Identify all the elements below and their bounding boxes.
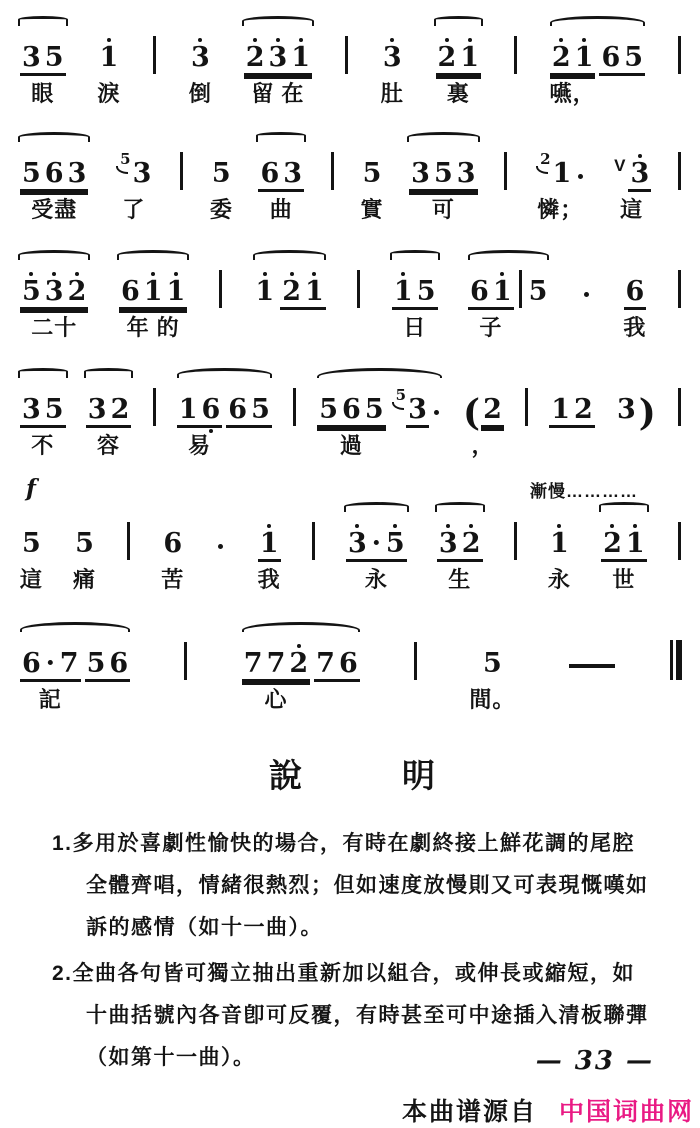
lyric: 淚 bbox=[97, 81, 121, 106]
note-digits: 3 bbox=[381, 38, 404, 76]
bar-line bbox=[678, 152, 681, 190]
lyric: 年 的 bbox=[126, 315, 180, 340]
bar-line bbox=[678, 270, 681, 308]
score-column bbox=[622, 250, 649, 344]
slur-icon bbox=[256, 132, 306, 142]
bar-line bbox=[184, 642, 187, 680]
note-digits: 6 · 7 bbox=[20, 644, 81, 682]
bar-line bbox=[180, 152, 183, 190]
score-column bbox=[597, 16, 647, 110]
lyric: 生 bbox=[448, 567, 472, 592]
score-column bbox=[208, 132, 235, 226]
grace-note: 5 bbox=[116, 153, 130, 174]
score-column bbox=[469, 622, 515, 716]
score-column bbox=[159, 502, 186, 596]
slur-icon bbox=[18, 368, 68, 378]
note-digits: 1 2 bbox=[549, 390, 595, 428]
lyric: 肚 bbox=[380, 81, 404, 106]
note-digits: 5 6 bbox=[85, 644, 131, 682]
score-column bbox=[84, 368, 134, 462]
lyric: 我 bbox=[257, 567, 281, 592]
note-group bbox=[20, 132, 88, 192]
note-digits: 6 5 bbox=[599, 38, 645, 76]
note-digits: 3 bbox=[189, 38, 212, 76]
lyric: 眼 bbox=[31, 81, 55, 106]
note-digits: 5 bbox=[362, 158, 382, 189]
score-column bbox=[216, 270, 225, 344]
lyric: 二十 bbox=[31, 315, 78, 340]
score-column bbox=[546, 502, 573, 596]
lyric: 永 bbox=[547, 567, 571, 592]
score-column bbox=[256, 502, 283, 596]
score-column bbox=[548, 16, 647, 110]
note-digits: 5 bbox=[528, 276, 548, 307]
note-group bbox=[548, 502, 571, 562]
slur-icon bbox=[344, 502, 409, 512]
score-column bbox=[466, 250, 516, 344]
slur-icon bbox=[390, 250, 440, 260]
score-column bbox=[578, 292, 595, 344]
note-digits: 7 7 2 bbox=[242, 644, 310, 682]
score-column bbox=[18, 132, 90, 226]
close-paren: ) bbox=[638, 392, 656, 434]
note-digits: 1 bbox=[548, 524, 571, 562]
augmentation-dot-icon bbox=[434, 410, 439, 415]
score-column bbox=[251, 250, 327, 344]
score-column bbox=[240, 622, 362, 716]
lyric: 留 在 bbox=[251, 81, 305, 106]
note-group bbox=[258, 502, 281, 562]
score-column bbox=[242, 16, 314, 110]
lyric: 實 bbox=[360, 197, 384, 222]
score-line-2 bbox=[12, 132, 690, 226]
lyric: 日 bbox=[403, 315, 427, 340]
score-column bbox=[18, 368, 68, 462]
lyric: 永 bbox=[364, 567, 388, 592]
bar-line bbox=[678, 522, 681, 560]
score-column bbox=[434, 16, 484, 110]
note-digits: 1 5 bbox=[392, 272, 438, 310]
score-column bbox=[675, 522, 684, 596]
augmentation-dot-icon bbox=[218, 544, 223, 549]
open-paren: ( bbox=[463, 392, 481, 434]
note-digits: 3 5 bbox=[20, 38, 66, 76]
score-column bbox=[675, 270, 684, 344]
note-digits: 3 5 3 bbox=[409, 154, 477, 192]
score-column bbox=[610, 132, 653, 226]
score-column bbox=[511, 522, 520, 596]
note-digits: 2 bbox=[481, 390, 504, 428]
score-line-6 bbox=[12, 622, 690, 716]
note-digits: 5 6 5 bbox=[317, 390, 385, 428]
note-group bbox=[189, 16, 212, 76]
bar-line bbox=[678, 36, 681, 74]
tempo-marking: 漸慢………… bbox=[530, 482, 638, 501]
score-column bbox=[522, 388, 531, 462]
slur-icon bbox=[84, 368, 134, 378]
augmentation-dot-icon bbox=[584, 292, 589, 297]
bar-line bbox=[514, 36, 517, 74]
lyric: 委 bbox=[209, 197, 233, 222]
note-digits: 2 1 bbox=[550, 38, 596, 76]
note-number-2: 2. bbox=[52, 962, 73, 985]
score-column bbox=[501, 152, 510, 226]
score-column bbox=[124, 522, 133, 596]
score-column bbox=[181, 642, 190, 716]
score-column bbox=[175, 368, 274, 462]
lyric: 易 bbox=[187, 433, 211, 458]
slur-group bbox=[18, 622, 132, 716]
bar-line bbox=[293, 388, 296, 426]
slur-icon bbox=[468, 250, 549, 260]
bar-line bbox=[312, 522, 315, 560]
note-group bbox=[86, 368, 132, 428]
bar-line bbox=[153, 388, 156, 426]
score-column bbox=[95, 16, 122, 110]
bar-line bbox=[153, 36, 156, 74]
grace-tie-icon bbox=[116, 166, 128, 174]
score-column bbox=[71, 502, 98, 596]
score-column bbox=[18, 502, 45, 596]
note-group bbox=[244, 16, 312, 76]
note-text-2: 全曲各句皆可獨立抽出重新加以組合，或伸長或縮短，如十曲括號內各音卽可反覆，有時甚至可中途插入清板聯彈（如第十一曲）。 bbox=[72, 962, 649, 1069]
note-digits: 3 bbox=[132, 158, 152, 189]
score-column bbox=[466, 250, 551, 344]
score-column bbox=[344, 502, 409, 596]
score-line-5 bbox=[12, 502, 690, 596]
score-column bbox=[547, 368, 597, 462]
note-digits: 1 bbox=[552, 158, 572, 189]
score-column bbox=[668, 640, 684, 716]
lyric: 世 bbox=[612, 567, 636, 592]
score-column bbox=[548, 16, 598, 110]
score-column bbox=[278, 250, 328, 344]
lyric: 容 bbox=[97, 433, 121, 458]
score-column bbox=[354, 270, 363, 344]
slur-group bbox=[251, 250, 327, 344]
score-column bbox=[532, 132, 588, 226]
slur-icon bbox=[599, 502, 649, 512]
note-group bbox=[20, 16, 66, 76]
lyric: 這 bbox=[620, 197, 644, 222]
lyric: 間。 bbox=[469, 687, 516, 712]
note-digits: 1 bbox=[97, 38, 120, 76]
slur-icon bbox=[253, 250, 325, 260]
score-line-4 bbox=[12, 368, 690, 462]
slur-icon bbox=[242, 622, 360, 632]
low-octave-dot-icon bbox=[209, 429, 213, 433]
score-column bbox=[315, 368, 444, 462]
score-column bbox=[18, 622, 83, 716]
note-digits: 3 · 5 bbox=[346, 524, 407, 562]
note-group bbox=[481, 622, 504, 682]
slur-icon bbox=[317, 368, 442, 378]
note-group bbox=[601, 502, 647, 562]
note-digits: 5 bbox=[75, 528, 94, 559]
score-column bbox=[150, 388, 159, 462]
note-digits: 1 6 bbox=[177, 390, 223, 428]
score-column bbox=[18, 622, 132, 716]
score-column bbox=[251, 250, 278, 344]
note-group bbox=[20, 502, 43, 562]
note-digits: 1 bbox=[253, 272, 276, 310]
lyric: 倒 bbox=[188, 81, 212, 106]
score-column bbox=[511, 36, 520, 110]
lyric: 記 bbox=[38, 687, 62, 712]
notes-title: 說明 bbox=[269, 757, 535, 794]
slur-icon bbox=[242, 16, 314, 26]
note-digits: 2 1 bbox=[436, 38, 482, 76]
note-group bbox=[615, 368, 657, 434]
note-digits: 5 bbox=[482, 648, 502, 679]
credit-prefix: 本曲谱源自 bbox=[401, 1098, 537, 1126]
score-column bbox=[599, 502, 649, 596]
note-number-1: 1. bbox=[52, 832, 73, 855]
slur-icon bbox=[20, 622, 130, 632]
lyric: 我 bbox=[623, 315, 647, 340]
note-group bbox=[534, 132, 586, 192]
score-column bbox=[312, 622, 362, 716]
bar-line bbox=[519, 270, 522, 308]
lyric: 受盡 bbox=[31, 197, 78, 222]
line-annotations bbox=[12, 476, 690, 502]
augmentation-dot-icon bbox=[578, 174, 583, 179]
note-digits: 5 bbox=[22, 528, 41, 559]
score-column bbox=[112, 132, 155, 226]
note-digits: 2 1 bbox=[601, 524, 647, 562]
note-group bbox=[161, 502, 184, 562]
score-column bbox=[240, 622, 312, 716]
breath-mark-icon: V bbox=[614, 156, 626, 175]
note-group bbox=[392, 250, 438, 310]
note-group bbox=[624, 250, 647, 310]
note-group bbox=[436, 16, 482, 76]
slur-icon bbox=[18, 132, 90, 142]
held-note-dash bbox=[569, 664, 615, 668]
note-group bbox=[381, 16, 404, 76]
score-column bbox=[18, 250, 90, 344]
credit-brand: 中国词曲网 bbox=[558, 1098, 694, 1126]
lyric: 憐； bbox=[537, 197, 584, 222]
bar-line bbox=[414, 642, 417, 680]
grace-tie-icon bbox=[536, 166, 548, 174]
note-group bbox=[20, 368, 66, 428]
grace-note: 2 bbox=[536, 153, 550, 174]
score-column bbox=[379, 16, 406, 110]
score-column bbox=[290, 388, 299, 462]
slur-icon bbox=[407, 132, 479, 142]
bar-line bbox=[345, 36, 348, 74]
note-digits: 2 1 bbox=[280, 272, 326, 310]
note-text-1: 多用於喜劇性愉快的場合，有時在劇終接上鮮花調的尾腔全體齊唱，情緒很熱烈；但如速度放慢則又可表現慨嘆如訴的感情（如十一曲）。 bbox=[72, 832, 649, 939]
note-digits: 6 1 1 bbox=[119, 272, 187, 310]
source-credit bbox=[402, 1092, 694, 1128]
lyric: 可 bbox=[431, 197, 455, 222]
bar-line bbox=[525, 388, 528, 426]
lyric: 這 bbox=[19, 567, 43, 592]
score-column bbox=[675, 36, 684, 110]
score-column bbox=[565, 664, 619, 716]
score-column bbox=[407, 132, 479, 226]
score-column bbox=[390, 250, 440, 344]
score-column bbox=[150, 36, 159, 110]
note-digits: 5 3 2 bbox=[20, 272, 88, 310]
note-digits: 6 5 bbox=[226, 390, 272, 428]
lyric: 過 bbox=[339, 433, 363, 458]
score-column bbox=[315, 368, 387, 462]
lyric: 子 bbox=[479, 315, 503, 340]
note-digits: 5 6 3 bbox=[20, 154, 88, 192]
score-column bbox=[175, 368, 225, 462]
lyric: 嚥， bbox=[549, 81, 596, 106]
score-column bbox=[187, 16, 214, 110]
grace-tie-icon bbox=[392, 402, 404, 410]
score-column bbox=[460, 368, 506, 462]
note-digits: 3 bbox=[406, 390, 429, 428]
note-digits: 6 bbox=[163, 528, 183, 559]
slur-group bbox=[175, 368, 274, 462]
note-digits: 1 bbox=[258, 524, 281, 562]
score-column bbox=[212, 544, 229, 596]
note-digits: 6 1 bbox=[468, 272, 514, 310]
page-number: — 33 — bbox=[535, 1046, 654, 1076]
score-column bbox=[675, 388, 684, 462]
note-group bbox=[114, 132, 153, 192]
lyric: 了 bbox=[122, 197, 146, 222]
slur-group bbox=[466, 250, 551, 344]
note-group bbox=[73, 502, 96, 562]
note-group bbox=[437, 502, 483, 562]
note-group bbox=[20, 250, 88, 310]
score-column bbox=[224, 368, 274, 462]
note-group bbox=[549, 368, 595, 428]
note-group bbox=[612, 132, 651, 192]
score-column bbox=[516, 270, 525, 344]
bar-line bbox=[331, 152, 334, 190]
score-column bbox=[177, 152, 186, 226]
lyric: 痛 bbox=[72, 567, 96, 592]
note-digits: 3 bbox=[628, 154, 651, 192]
note-digits: 3 2 bbox=[437, 524, 483, 562]
score-column bbox=[613, 368, 659, 462]
note-group bbox=[462, 368, 504, 434]
note-digits: 3 5 bbox=[20, 390, 66, 428]
score-line-1 bbox=[12, 16, 690, 110]
slur-group bbox=[548, 16, 647, 110]
score-column bbox=[411, 642, 420, 716]
lyric: 不 bbox=[31, 433, 55, 458]
final-bar-line bbox=[670, 640, 682, 680]
lyric: 苦 bbox=[161, 567, 185, 592]
bar-line bbox=[219, 270, 222, 308]
score-column bbox=[256, 132, 306, 226]
score-column bbox=[83, 622, 133, 716]
note-group bbox=[119, 250, 187, 310]
score-column bbox=[342, 36, 351, 110]
note-group bbox=[258, 132, 304, 192]
note-group bbox=[409, 132, 477, 192]
slur-icon bbox=[177, 368, 272, 378]
note-digits: 5 bbox=[211, 158, 231, 189]
score-column bbox=[117, 250, 189, 344]
lyric: 曲 bbox=[269, 197, 293, 222]
notes-section bbox=[0, 750, 700, 1079]
score-line-3 bbox=[12, 250, 690, 344]
slur-icon bbox=[18, 250, 90, 260]
note-group bbox=[210, 132, 233, 192]
lyric: ， bbox=[471, 433, 495, 458]
note-digits: 7 6 bbox=[314, 644, 360, 682]
note-group bbox=[346, 502, 407, 562]
note-digits: 3 2 bbox=[86, 390, 132, 428]
lyric: 裏 bbox=[446, 81, 470, 106]
slur-icon bbox=[18, 16, 68, 26]
bar-line bbox=[514, 522, 517, 560]
score-column bbox=[328, 152, 337, 226]
bar-line bbox=[127, 522, 130, 560]
bar-line bbox=[678, 388, 681, 426]
score-column bbox=[309, 522, 318, 596]
slur-icon bbox=[117, 250, 189, 260]
note-digits: 6 3 bbox=[258, 154, 304, 192]
note-digits: 6 bbox=[624, 272, 647, 310]
grace-note: 5 bbox=[392, 389, 406, 410]
score-column bbox=[435, 502, 485, 596]
note-digits: 3 bbox=[616, 394, 636, 425]
score-column bbox=[18, 16, 68, 110]
dynamic-marking: f bbox=[26, 475, 36, 502]
slur-group bbox=[315, 368, 444, 462]
score-column bbox=[675, 152, 684, 226]
note-group bbox=[97, 16, 120, 76]
score-column bbox=[388, 368, 444, 462]
lyric: 心 bbox=[264, 687, 288, 712]
score-column bbox=[525, 250, 552, 344]
bar-line bbox=[504, 152, 507, 190]
bar-line bbox=[357, 270, 360, 308]
score-column bbox=[359, 132, 386, 226]
note-digits: 2 3 1 bbox=[244, 38, 312, 76]
slur-icon bbox=[435, 502, 485, 512]
slur-group bbox=[240, 622, 362, 716]
note-group bbox=[361, 132, 384, 192]
slur-icon bbox=[434, 16, 484, 26]
slur-icon bbox=[550, 16, 645, 26]
note-paragraph-1 bbox=[52, 823, 652, 949]
